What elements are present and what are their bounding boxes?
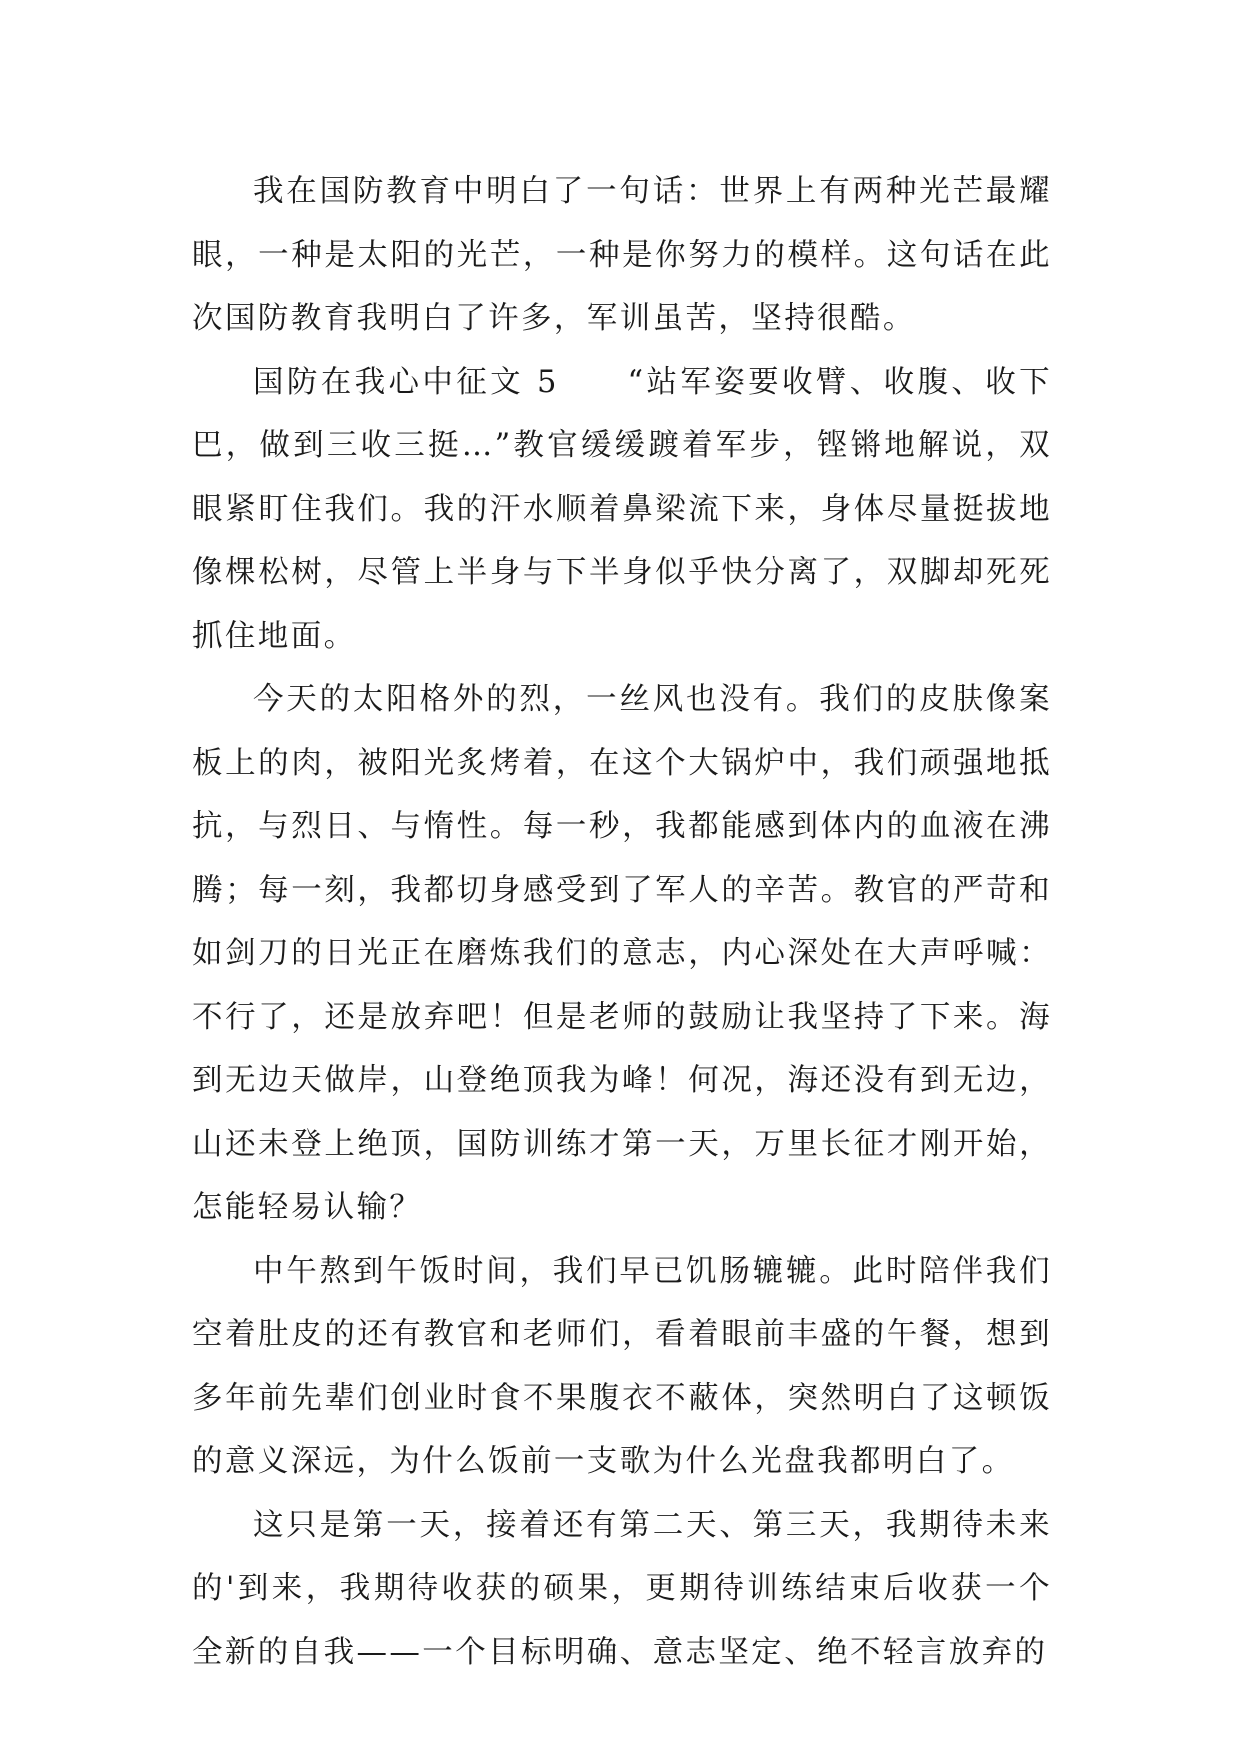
paragraph: 今天的太阳格外的烈，一丝风也没有。我们的皮肤像案板上的肉，被阳光炙烤着，在这个大锅炉中，我们顽强地抵抗，与烈日、与惰性。每一秒，我都能感到体内的血液在沸腾；每一刻，我都切身感受到了军人的辛苦。教官的严苛和如剑刀的日光正在磨炼我们的意志，内心深处在大声呼喊：不行了，还是放弃吧！但是老师的鼓励让我坚持了下来。海到无边天做岸，山登绝顶我为峰！何况，海还没有到无边，山还未登上绝顶，国防训练才第一天，万里长征才刚开始，怎能轻易认输？ xyxy=(192,682,1052,1225)
paragraph: 中午熬到午饭时间，我们早已饥肠辘辘。此时陪伴我们空着肚皮的还有教官和老师们，看着眼前丰盛的午餐，想到多年前先辈们创业时食不果腹衣不蔽体，突然明白了这顿饭的意义深远，为什么饭前一支歌为什么光盘我都明白了。 xyxy=(192,1253,1052,1479)
paragraph: 我在国防教育中明白了一句话：世界上有两种光芒最耀眼，一种是太阳的光芒，一种是你努力的模样。这句话在此次国防教育我明白了许多，军训虽苦，坚持很酷。 xyxy=(192,174,1052,336)
paragraph: 这只是第一天，接着还有第二天、第三天，我期待未来的'到来，我期待收获的硕果，更期待训练结束后收获一个全新的自我——一个目标明确、意志坚定、绝不轻言放弃的 xyxy=(192,1507,1052,1670)
paragraph: 国防在我心中征文 5 “站军姿要收臂、收腹、收下巴，做到三收三挺…”教官缓缓踱着军步，铿锵地解说，双眼紧盯住我们。我的汗水顺着鼻梁流下来，身体尽量挺拔地像棵松树，尽管上半身与下半身似乎快分离了，双脚却死死抓住地面。 xyxy=(192,364,1052,654)
document-body xyxy=(192,160,1052,1684)
